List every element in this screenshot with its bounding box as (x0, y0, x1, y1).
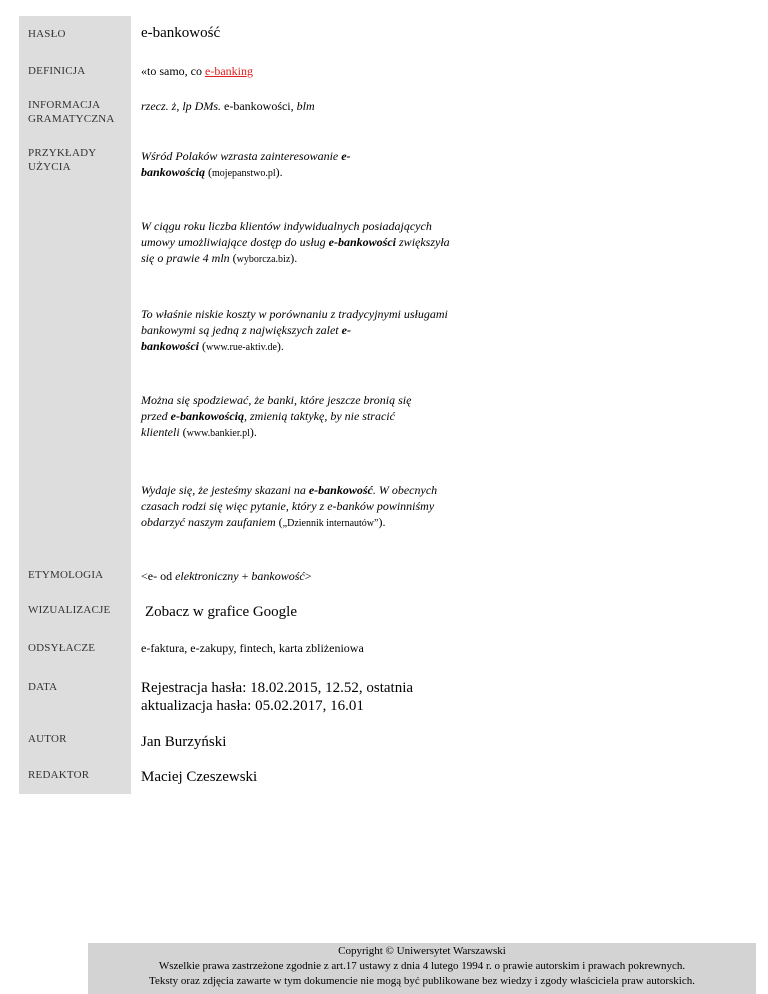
example-1: Wśród Polaków wzrasta zainteresowanie e- bankowością (mojepanstwo.pl). (141, 149, 351, 179)
example-3: To właśnie niskie koszty w porównaniu z tradycyjnymi usługami bankowymi są jedną z największych zalet e- bankowości (www.rue-aktiv.de). (141, 307, 448, 353)
label-przyklady: PRZYKŁADY UŻYCIA (28, 147, 97, 173)
example-2: W ciągu roku liczba klientów indywidualnych posiadających umowy umożliwiające dostęp do usług e-bankowości zwiększyła się o prawie 4 mln (wyborcza.biz). (141, 219, 450, 265)
example-source: wyborcza.biz (236, 254, 291, 265)
example-4: Można się spodziewać, że banki, które jeszcze bronią się przed e-bankowością, zmienią taktykę, by nie stracić klienteli (www.bankier.pl). (141, 393, 412, 439)
label-definicja: DEFINICJA (28, 65, 86, 77)
copyright-footer (88, 943, 756, 994)
usage-line: Teksty oraz zdjęcia zawarte w tym dokumencie nie mogą być publikowane bez wiedzy i zgody właściciela praw autorskich. (149, 975, 695, 987)
grammar-forms: e-bankowości, (221, 99, 297, 113)
author: Jan Burzyński (141, 734, 227, 750)
definition (141, 63, 253, 79)
example-source: „Dziennik internautów” (282, 518, 379, 529)
label-haslo: HASŁO (28, 28, 66, 40)
headword: e-bankowość (141, 25, 221, 41)
google-images-link[interactable]: Zobacz w grafice Google (145, 604, 298, 620)
label-informacja: INFORMACJA GRAMATYCZNA (28, 99, 115, 125)
update-date: aktualizacja hasła: 05.02.2017, 16.01 (141, 698, 364, 714)
example-5: Wydaje się, że jesteśmy skazani na e-bankowość. W obecnych czasach rodzi się więc pytanie, który z e-banków powinniśmy obdarzyć naszym zaufaniem („Dziennik internautów”). (141, 483, 438, 529)
label-column (19, 16, 131, 794)
entry-dates (141, 679, 413, 715)
label-odsylacze: ODSYŁACZE (28, 642, 96, 654)
label-etymologia: ETYMOLOGIA (28, 569, 104, 581)
copyright-line: Copyright © Uniwersytet Warszawski (338, 945, 506, 957)
label-redaktor: REDAKTOR (28, 769, 90, 781)
cross-references: e-faktura, e-zakupy, fintech, karta zbliżeniowa (141, 641, 364, 655)
rights-line: Wszelkie prawa zastrzeżone zgodnie z art.17 ustawy z dnia 4 lutego 1994 r. o prawie autorskim i prawach pokrewnych. (158, 960, 686, 972)
grammar-info (141, 98, 315, 114)
grammar-pos: rzecz. ż, lp DMs. (141, 99, 221, 113)
registration-date: Rejestracja hasła: 18.02.2015, 12.52, ostatnia (141, 680, 414, 696)
label-data: DATA (28, 681, 58, 693)
editor: Maciej Czeszewski (141, 769, 258, 785)
etymology: <e- od elektroniczny + bankowość> (141, 569, 312, 583)
example-source: www.bankier.pl (186, 428, 250, 439)
definition-prefix: «to samo, co (141, 64, 205, 78)
definition-link[interactable]: e-banking (205, 64, 253, 78)
grammar-note: blm (296, 99, 315, 113)
example-source: mojepanstwo.pl (212, 168, 276, 179)
label-autor: AUTOR (28, 733, 67, 745)
example-source: www.rue-aktiv.de (206, 342, 277, 353)
label-wizualizacje: WIZUALIZACJE (28, 604, 111, 616)
